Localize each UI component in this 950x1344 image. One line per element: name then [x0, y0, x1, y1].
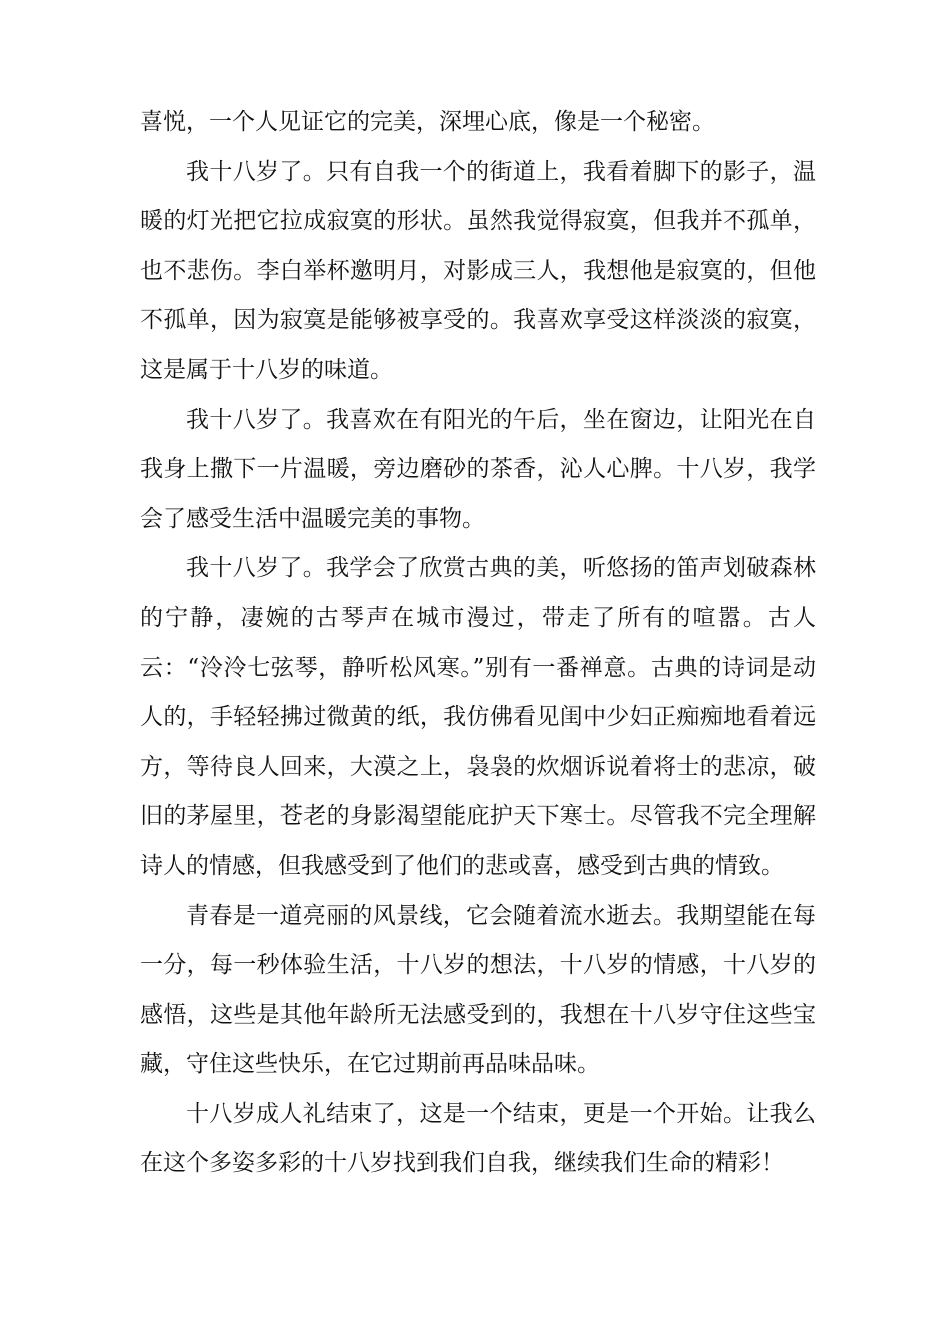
- paragraph-afternoon-sunlight: 我十八岁了。我喜欢在有阳光的午后，坐在窗边，让阳光在自我身上撒下一片温暖，旁边磨砂的茶香，沁人心脾。十八岁，我学会了感受生活中温暖完美的事物。: [140, 406, 816, 532]
- paragraph-youth: 青春是一道亮丽的风景线，它会随着流水逝去。我期望能在每一分，每一秒体验生活，十八岁的想法，十八岁的情感，十八岁的感悟，这些是其他年龄所无法感受到的，我想在十八岁守住这些宝藏，守住这些快乐，在它过期前再品味品味。: [140, 902, 816, 1078]
- document-body: [140, 98, 816, 1189]
- paragraph-coming-of-age: 十八岁成人礼结束了，这是一个结束，更是一个开始。让我么在这个多姿多彩的十八岁找到我们自我，继续我们生命的精彩！: [140, 1100, 816, 1177]
- paragraph-street-shadow: 我十八岁了。只有自我一个的街道上，我看着脚下的影子，温暖的灯光把它拉成寂寞的形状。虽然我觉得寂寞，但我并不孤单，也不悲伤。李白举杯邀明月，对影成三人，我想他是寂寞的，但他不孤单，因为寂寞是能够被享受的。我喜欢享受这样淡淡的寂寞，这是属于十八岁的味道。: [140, 158, 816, 383]
- paragraph-classical-beauty: 我十八岁了。我学会了欣赏古典的美，听悠扬的笛声划破森林的宁静，凄婉的古琴声在城市漫过，带走了所有的喧嚣。古人云：“泠泠七弦琴，静听松风寒。”别有一番禅意。古典的诗词是动人的，手轻轻拂过微黄的纸，我仿佛看见闺中少妇正痴痴地看着远方，等待良人回来，大漠之上，袅袅的炊烟诉说着将士的悲凉，破旧的茅屋里，苍老的身影渴望能庇护天下寒士。尽管我不完全理解诗人的情感，但我感受到了他们的悲或喜，感受到古典的情致。: [140, 555, 816, 879]
- paragraph-continuation: 喜悦，一个人见证它的完美，深埋心底，像是一个秘密。: [140, 109, 715, 135]
